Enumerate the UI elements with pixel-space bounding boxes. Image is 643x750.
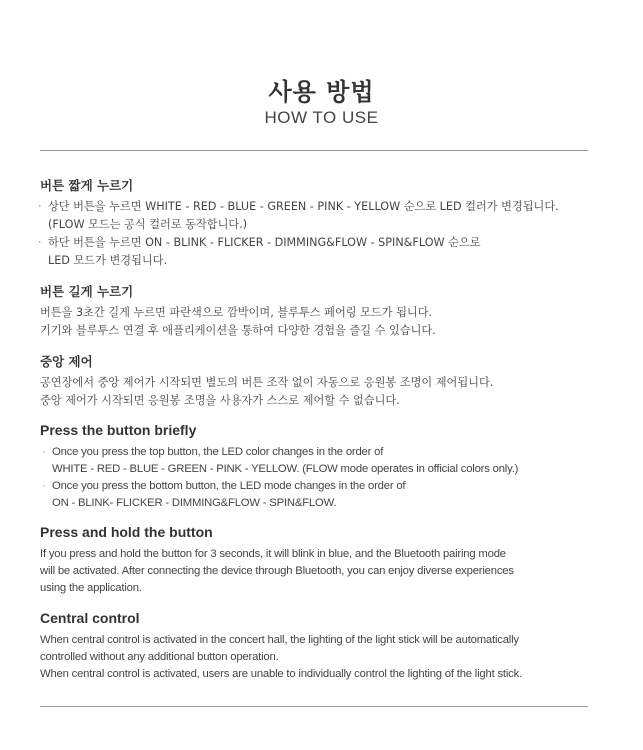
ko-central-line-1: 공연장에서 중앙 제어가 시작되면 별도의 버튼 조작 없이 자동으로 응원봉 조명이 제어됩니다. xyxy=(40,376,494,389)
section-heading-ko-central: 중앙 제어 xyxy=(40,354,93,369)
en-hold-line-2: will be activated. After connecting the device through Bluetooth, you can enjoy diverse experiences xyxy=(40,565,514,577)
page-subtitle: HOW TO USE xyxy=(264,108,379,127)
en-short-bullet-1-cont: WHITE - RED - BLUE - GREEN - PINK - YELLOW. (FLOW mode operates in official colors only.) xyxy=(52,463,519,475)
en-hold-line-1: If you press and hold the button for 3 seconds, it will blink in blue, and the Bluetooth pairing mode xyxy=(40,548,506,560)
section-heading-en-press-hold: Press and hold the button xyxy=(40,524,213,540)
en-short-bullet-2 xyxy=(42,480,405,492)
ko-long-line-2: 기기와 블루투스 연결 후 애플리케이션을 통하여 다양한 경험을 즐길 수 있습니다. xyxy=(40,324,436,337)
ko-long-line-1: 버튼을 3초간 길게 누르면 파란색으로 깜박이며, 블루투스 페어링 모드가 됩니다. xyxy=(40,306,433,319)
section-heading-en-central: Central control xyxy=(40,610,140,626)
en-hold-line-3: using the application. xyxy=(40,582,142,594)
ko-central-line-2: 중앙 제어가 시작되면 응원봉 조명을 사용자가 스스로 제어할 수 없습니다. xyxy=(40,394,400,407)
en-short-bullet-2-cont: ON - BLINK- FLICKER - DIMMING&FLOW - SPIN&FLOW. xyxy=(52,497,337,509)
ko-short-bullet-2 xyxy=(38,234,481,250)
en-central-line-3: When central control is activated, users are unable to individually control the lighting of the light stick. xyxy=(40,668,523,680)
ko-short-bullet-1-cont: (FLOW 모드는 공식 컬러로 동작합니다.) xyxy=(48,218,248,231)
ko-short-bullet-1 xyxy=(38,198,559,214)
top-divider xyxy=(40,150,588,151)
bottom-divider xyxy=(40,706,588,707)
en-short-bullet-1-text: Once you press the top button, the LED color changes in the order of xyxy=(52,446,384,458)
section-heading-ko-short-press: 버튼 짧게 누르기 xyxy=(40,178,134,193)
section-heading-ko-long-press: 버튼 길게 누르기 xyxy=(40,284,134,299)
section-heading-en-press-briefly: Press the button briefly xyxy=(40,422,197,438)
ko-short-bullet-2-text: 하단 버튼을 누르면 ON - BLINK - FLICKER - DIMMING&FLOW - SPIN&FLOW 순으로 xyxy=(48,236,481,249)
bullet-mark: · xyxy=(38,236,42,249)
ko-short-bullet-1-text: 상단 버튼을 누르면 WHITE - RED - BLUE - GREEN - PINK - YELLOW 순으로 LED 컬러가 변경됩니다. xyxy=(48,200,559,213)
en-central-line-1: When central control is activated in the concert hall, the lighting of the light stick will be automatically xyxy=(40,634,519,646)
en-short-bullet-2-text: Once you press the bottom button, the LED mode changes in the order of xyxy=(52,480,406,492)
bullet-mark: · xyxy=(38,200,42,213)
en-short-bullet-1 xyxy=(42,446,383,458)
page-title: 사용 방법 xyxy=(268,78,375,106)
bullet-mark: · xyxy=(42,446,46,458)
bullet-mark: · xyxy=(42,480,46,492)
en-central-line-2: controlled without any additional button operation. xyxy=(40,651,279,663)
ko-short-bullet-2-cont: LED 모드가 변경됩니다. xyxy=(48,254,168,267)
